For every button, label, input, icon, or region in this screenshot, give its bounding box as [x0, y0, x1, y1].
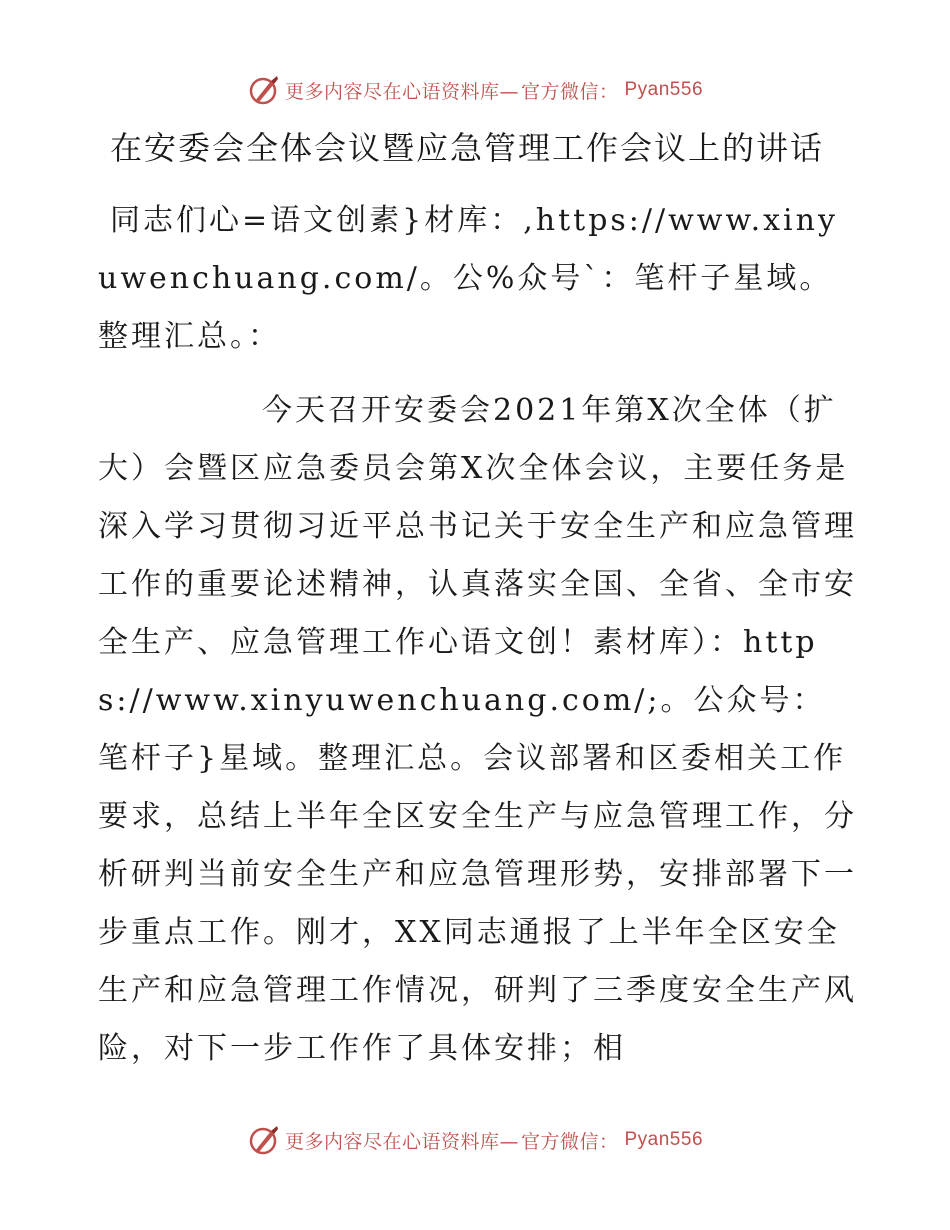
paragraph-1: [98, 192, 858, 366]
quill-pen-logo-icon: [247, 73, 281, 107]
paragraph-1-text: 同志们心=语文创素}材库：,https://www.xinyuwenchuang.com/。公%众号`：笔杆子星域。整理汇总。：: [98, 203, 838, 354]
paragraph-2-text: 今天召开安委会2021年第X次全体（扩大）会暨区应急委员会第X次全体会议，主要任务是深入学习贯彻习近平总书记关于安全生产和应急管理工作的重要论述精神，认真落实全国、全省、全市安全生产、应急管理工作心语文创！素材库）：https://www.xinyuwenchuang.com/;。公众号：笔杆子}星域。整理汇总。会议部署和区委相关工作要求，总结上半年全区安全生产与应急管理工作，分析研判当前安全生产和应急管理形势，安排部署下一步重点工作。刚才，XX同志通报了上半年全区安全生产和应急管理工作情况，研判了三季度安全生产风险，对下一步工作作了具体安排；相: [98, 393, 857, 1066]
banner-text: 更多内容尽在心语资料库—: [284, 80, 519, 103]
paragraph-2: [98, 382, 858, 1078]
banner-text: 更多内容尽在心语资料库—: [284, 1130, 519, 1153]
document-title: 在安委会全体会议暨应急管理工作会议上的讲话: [110, 129, 825, 167]
quill-pen-logo-icon: [247, 1123, 281, 1157]
footer-banner: [0, 1120, 950, 1160]
banner-wechat-id: Pyan556: [624, 79, 704, 100]
banner-wechat-label: 官方微信：: [520, 80, 619, 103]
banner-wechat-label: 官方微信：: [520, 1130, 619, 1153]
header-banner: [0, 70, 950, 110]
banner-wechat-id: Pyan556: [624, 1129, 704, 1150]
